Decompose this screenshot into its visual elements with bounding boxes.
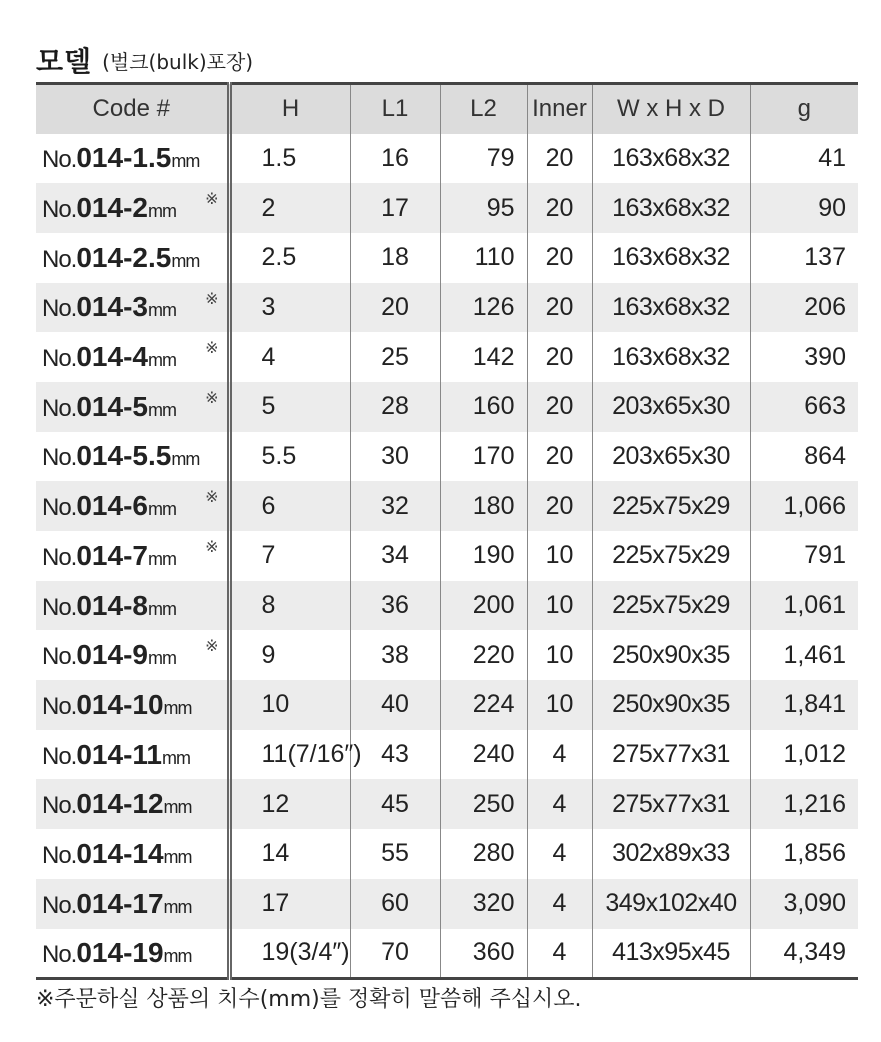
code-unit: mm xyxy=(163,697,192,718)
cell-h: 2 xyxy=(261,193,276,222)
cell-l2: 170 xyxy=(440,432,527,482)
code-prefix: No. xyxy=(42,494,77,522)
cell-inner: 10 xyxy=(527,531,592,581)
cell-l2: 240 xyxy=(440,730,527,780)
cell-code xyxy=(36,929,229,979)
cell-dimensions: 163x68x32 xyxy=(592,134,750,184)
cell-h: 5 xyxy=(261,392,276,421)
table-header-row xyxy=(36,84,858,134)
title-sub: (벌크(bulk)포장) xyxy=(102,49,254,74)
code-unit: mm xyxy=(163,896,192,917)
spec-table xyxy=(36,82,858,980)
cell-inner: 4 xyxy=(527,829,592,879)
cell-dimensions: 225x75x29 xyxy=(592,481,750,531)
code-unit: mm xyxy=(163,846,192,867)
code-prefix: No. xyxy=(42,295,77,323)
cell-h: 8 xyxy=(261,591,276,620)
cell-dimensions: 225x75x29 xyxy=(592,531,750,581)
cell-code xyxy=(36,531,229,581)
cell-code xyxy=(36,233,229,283)
cell-code xyxy=(36,134,229,184)
cell-l2: 220 xyxy=(440,630,527,680)
cell-inner: 20 xyxy=(527,481,592,531)
cell-inner: 20 xyxy=(527,332,592,382)
note-mark: ※ xyxy=(205,189,219,209)
code-number: 014-10 xyxy=(76,688,164,720)
cell-h: 19(3/4″) xyxy=(261,938,350,967)
cell-l1: 16 xyxy=(350,134,440,184)
cell-l1: 70 xyxy=(350,929,440,979)
cell-code xyxy=(36,183,229,233)
cell-h: 1.5 xyxy=(261,143,297,172)
cell-l2: 360 xyxy=(440,929,527,979)
cell-h: 7 xyxy=(261,541,276,570)
cell-code xyxy=(36,332,229,382)
cell-dimensions: 163x68x32 xyxy=(592,233,750,283)
cell-inner: 4 xyxy=(527,730,592,780)
cell-weight: 3,090 xyxy=(750,879,858,929)
cell-l1: 18 xyxy=(350,233,440,283)
cell-code xyxy=(36,581,229,631)
code-unit: mm xyxy=(163,945,192,966)
cell-inner: 10 xyxy=(527,630,592,680)
note-mark: ※ xyxy=(205,338,219,358)
code-unit: mm xyxy=(147,548,176,569)
cell-l2: 250 xyxy=(440,779,527,829)
cell-code xyxy=(36,283,229,333)
code-prefix: No. xyxy=(42,245,77,273)
cell-code xyxy=(36,829,229,879)
cell-l2: 79 xyxy=(440,134,527,184)
cell-inner: 20 xyxy=(527,283,592,333)
cell-dimensions: 349x102x40 xyxy=(592,879,750,929)
cell-l2: 200 xyxy=(440,581,527,631)
code-unit: mm xyxy=(147,201,176,222)
header-weight: g xyxy=(750,84,858,134)
cell-dimensions: 250x90x35 xyxy=(592,630,750,680)
note-mark: ※ xyxy=(205,387,219,407)
cell-inner: 4 xyxy=(527,879,592,929)
table-row xyxy=(36,134,858,184)
cell-l1: 17 xyxy=(350,183,440,233)
cell-code xyxy=(36,382,229,432)
cell-h: 4 xyxy=(261,342,276,371)
cell-code xyxy=(36,779,229,829)
code-unit: mm xyxy=(147,350,176,371)
cell-l2: 110 xyxy=(440,233,527,283)
cell-dimensions: 203x65x30 xyxy=(592,382,750,432)
cell-l2: 320 xyxy=(440,879,527,929)
cell-l1: 43 xyxy=(350,730,440,780)
note-mark: ※ xyxy=(205,537,219,556)
table-row xyxy=(36,233,858,283)
code-unit: mm xyxy=(162,747,190,768)
cell-inner: 10 xyxy=(527,581,592,631)
cell-l2: 142 xyxy=(440,332,527,382)
code-number: 014-5.5 xyxy=(76,440,172,472)
code-unit: mm xyxy=(147,300,176,321)
cell-inner: 20 xyxy=(527,183,592,233)
code-number: 014-9 xyxy=(76,639,148,671)
cell-h: 6 xyxy=(261,491,276,520)
code-unit: mm xyxy=(147,399,176,420)
cell-dimensions: 413x95x45 xyxy=(592,929,750,979)
code-number: 014-6 xyxy=(76,490,148,522)
cell-l1: 34 xyxy=(350,531,440,581)
cell-weight: 663 xyxy=(750,382,858,432)
table-row xyxy=(36,630,858,680)
cell-h: 14 xyxy=(261,839,290,868)
footnote: ※주문하실 상품의 치수(mm)를 정확히 말씀해 주십시오. xyxy=(36,987,582,1012)
cell-dimensions: 302x89x33 xyxy=(592,829,750,879)
cell-weight: 1,461 xyxy=(750,630,858,680)
table-row xyxy=(36,929,858,979)
cell-inner: 10 xyxy=(527,680,592,730)
table-row xyxy=(36,531,858,581)
cell-weight: 90 xyxy=(750,183,858,233)
code-number: 014-3 xyxy=(76,291,148,323)
cell-dimensions: 275x77x31 xyxy=(592,730,750,780)
cell-l1: 28 xyxy=(350,382,440,432)
header-h: H xyxy=(281,95,300,123)
cell-weight: 1,841 xyxy=(750,680,858,730)
code-prefix: No. xyxy=(42,444,77,472)
code-number: 014-2 xyxy=(76,192,148,224)
cell-h: 9 xyxy=(261,640,276,669)
code-number: 014-19 xyxy=(76,936,164,968)
code-prefix: No. xyxy=(42,891,77,919)
code-prefix: No. xyxy=(42,692,77,720)
code-unit: mm xyxy=(147,648,176,669)
table-row xyxy=(36,382,858,432)
cell-dimensions: 225x75x29 xyxy=(592,581,750,631)
table-row xyxy=(36,829,858,879)
cell-l1: 55 xyxy=(350,829,440,879)
code-number: 014-2.5 xyxy=(76,241,172,273)
cell-l1: 40 xyxy=(350,680,440,730)
code-unit: mm xyxy=(171,151,200,172)
cell-weight: 4,349 xyxy=(750,929,858,979)
cell-l1: 45 xyxy=(350,779,440,829)
cell-dimensions: 203x65x30 xyxy=(592,432,750,482)
code-prefix: No. xyxy=(42,841,77,869)
code-unit: mm xyxy=(163,797,192,818)
cell-h: 17 xyxy=(261,889,290,918)
table-row xyxy=(36,581,858,631)
code-prefix: No. xyxy=(42,345,77,373)
cell-weight: 1,061 xyxy=(750,581,858,631)
code-prefix: No. xyxy=(42,196,77,224)
cell-l1: 30 xyxy=(350,432,440,482)
cell-inner: 4 xyxy=(527,779,592,829)
table-row xyxy=(36,481,858,531)
code-unit: mm xyxy=(171,449,200,470)
cell-h: 12 xyxy=(261,789,290,818)
cell-l2: 126 xyxy=(440,283,527,333)
cell-weight: 137 xyxy=(750,233,858,283)
header-code: Code # xyxy=(36,84,229,134)
title-main: 모델 xyxy=(36,45,93,78)
cell-weight: 206 xyxy=(750,283,858,333)
code-prefix: No. xyxy=(42,940,77,968)
cell-inner: 20 xyxy=(527,134,592,184)
code-number: 014-14 xyxy=(76,837,164,869)
cell-weight: 41 xyxy=(750,134,858,184)
cell-code xyxy=(36,879,229,929)
cell-l1: 32 xyxy=(350,481,440,531)
cell-inner: 4 xyxy=(527,929,592,979)
cell-l1: 20 xyxy=(350,283,440,333)
note-mark: ※ xyxy=(205,487,219,507)
table-row xyxy=(36,183,858,233)
cell-dimensions: 163x68x32 xyxy=(592,332,750,382)
cell-dimensions: 163x68x32 xyxy=(592,283,750,333)
cell-h: 10 xyxy=(261,690,290,719)
table-row xyxy=(36,730,858,780)
code-number: 014-8 xyxy=(76,589,148,621)
cell-l2: 280 xyxy=(440,829,527,879)
note-mark: ※ xyxy=(205,288,219,308)
code-number: 014-7 xyxy=(76,539,148,571)
cell-h: 5.5 xyxy=(261,441,297,470)
cell-code xyxy=(36,680,229,730)
code-number: 014-5 xyxy=(76,390,148,422)
code-number: 014-4 xyxy=(76,341,148,373)
cell-inner: 20 xyxy=(527,432,592,482)
cell-l2: 180 xyxy=(440,481,527,531)
code-unit: mm xyxy=(171,250,200,271)
table-row xyxy=(36,432,858,482)
cell-weight: 1,216 xyxy=(750,779,858,829)
table-row xyxy=(36,283,858,333)
cell-inner: 20 xyxy=(527,233,592,283)
cell-h: 2.5 xyxy=(261,243,297,272)
code-prefix: No. xyxy=(42,394,77,422)
cell-l2: 224 xyxy=(440,680,527,730)
cell-dimensions: 275x77x31 xyxy=(592,779,750,829)
cell-l1: 38 xyxy=(350,630,440,680)
cell-l1: 25 xyxy=(350,332,440,382)
code-unit: mm xyxy=(147,499,176,520)
cell-h: 11(7/16″) xyxy=(261,740,362,769)
cell-dimensions: 163x68x32 xyxy=(592,183,750,233)
cell-weight: 1,066 xyxy=(750,481,858,531)
cell-code xyxy=(36,630,229,680)
cell-l2: 95 xyxy=(440,183,527,233)
code-prefix: No. xyxy=(42,543,77,571)
cell-l2: 160 xyxy=(440,382,527,432)
cell-code xyxy=(36,481,229,531)
header-l2: L2 xyxy=(440,84,527,134)
section-title xyxy=(36,40,253,80)
code-prefix: No. xyxy=(42,146,77,174)
cell-weight: 1,856 xyxy=(750,829,858,879)
table-row xyxy=(36,779,858,829)
cell-code xyxy=(36,730,229,780)
cell-weight: 864 xyxy=(750,432,858,482)
cell-l1: 60 xyxy=(350,879,440,929)
code-unit: mm xyxy=(147,598,176,619)
cell-weight: 791 xyxy=(750,531,858,581)
code-prefix: No. xyxy=(42,593,77,621)
cell-l1: 36 xyxy=(350,581,440,631)
header-inner: Inner xyxy=(527,84,592,134)
cell-dimensions: 250x90x35 xyxy=(592,680,750,730)
header-l1: L1 xyxy=(350,84,440,134)
code-number: 014-12 xyxy=(76,788,164,820)
cell-inner: 20 xyxy=(527,382,592,432)
note-mark: ※ xyxy=(205,636,219,656)
code-prefix: No. xyxy=(42,643,77,671)
table-row xyxy=(36,680,858,730)
cell-code xyxy=(36,432,229,482)
code-number: 014-1.5 xyxy=(76,142,172,174)
table-row xyxy=(36,879,858,929)
table-row xyxy=(36,332,858,382)
cell-weight: 390 xyxy=(750,332,858,382)
code-prefix: No. xyxy=(42,792,77,820)
code-number: 014-11 xyxy=(76,738,162,770)
cell-l2: 190 xyxy=(440,531,527,581)
code-prefix: No. xyxy=(42,742,77,770)
cell-weight: 1,012 xyxy=(750,730,858,780)
code-number: 014-17 xyxy=(76,887,164,919)
header-dimensions: W x H x D xyxy=(592,84,750,134)
cell-h: 3 xyxy=(261,292,276,321)
